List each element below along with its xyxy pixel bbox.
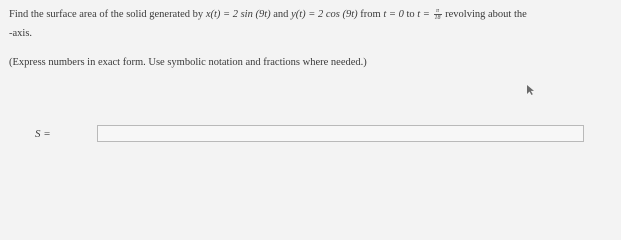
instructions-note: (Express numbers in exact form. Use symbolic notation and fractions where needed.) [9,57,367,68]
mouse-cursor-icon [526,84,536,96]
fraction-denominator: 18 [434,15,441,22]
answer-input[interactable] [97,125,584,142]
t-end-lhs: t = [417,9,430,20]
from-text: from [360,9,381,20]
answer-label: S = [35,128,51,140]
axis-line: -axis. [9,28,33,39]
fraction-numerator: π [434,8,442,15]
t-end-fraction [434,8,442,21]
x-function: x(t) = 2 sin (9t) [205,9,271,20]
y-function: y(t) = 2 cos (9t) [291,9,358,20]
t-start: t = 0 [383,9,404,20]
to-text: to [406,9,415,20]
question-lead: Find the surface area of the solid generated by [9,9,204,20]
question-line-1 [9,8,621,21]
question-tail: revolving about the [445,9,527,20]
and-text: and [273,9,289,20]
